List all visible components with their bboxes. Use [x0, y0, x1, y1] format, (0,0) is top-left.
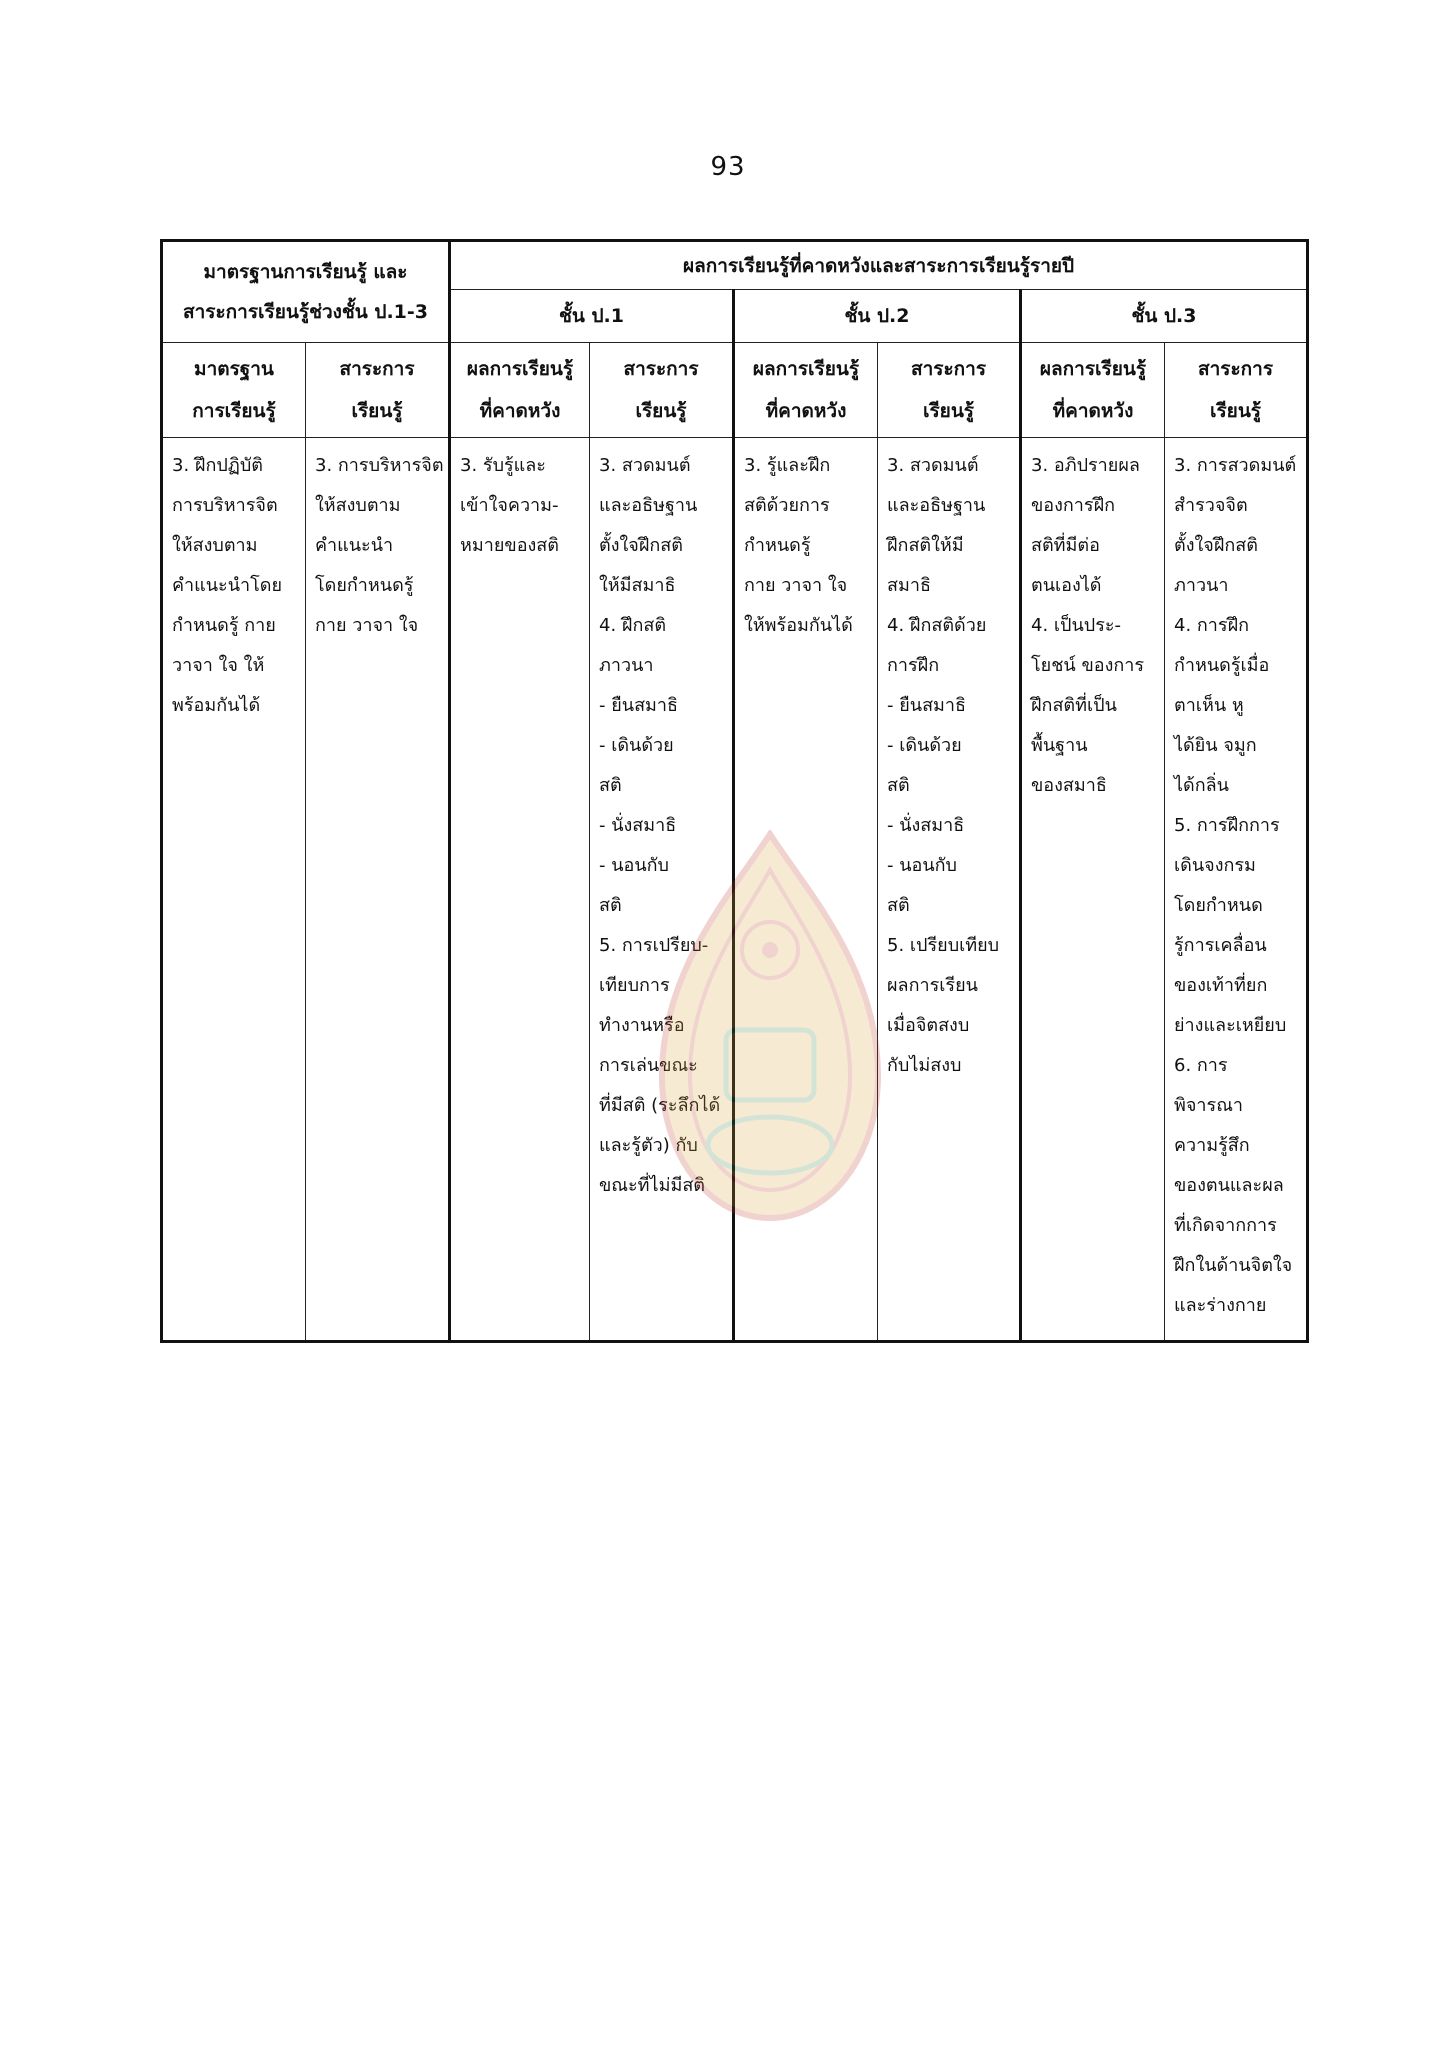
cell-text-line: ให้สงบตาม: [315, 495, 401, 516]
cell-text-line: ของการฝึก: [1031, 495, 1116, 516]
cell-text-line: - นั่งสมาธิ: [599, 815, 677, 836]
cell-text-line: สติ: [599, 775, 622, 796]
col-header-p3-content-line2: เรียนรู้: [1209, 400, 1262, 422]
cell-text-line: - ยืนสมาธิ: [887, 695, 967, 716]
grade-p1-header: ชั้น ป.1: [450, 290, 734, 343]
col-header-p2-outcome-line1: ผลการเรียนรู้: [752, 358, 860, 380]
cell-text-line: พื้นฐาน: [1031, 735, 1088, 756]
cell-p1-content: [590, 438, 734, 1342]
col-header-std-content-line1: สาระการ: [339, 358, 415, 380]
cell-text-line: ได้ยิน จมูก: [1174, 735, 1257, 756]
cell-text-line: โดยกำหนดรู้: [315, 575, 414, 596]
cell-text-line: - นอนกับ: [599, 855, 669, 876]
cell-text-line: ความรู้สึก: [1174, 1135, 1250, 1156]
cell-text-line: เทียบการ: [599, 975, 670, 996]
cell-text-line: การฝึก: [887, 655, 940, 676]
cell-text-line: 5. การฝึกการ: [1174, 815, 1280, 836]
cell-text-line: ขณะที่ไม่มีสติ: [599, 1175, 705, 1196]
col-header-std-content-line2: เรียนรู้: [351, 400, 403, 422]
cell-text-line: 3. รู้และฝึก: [744, 455, 831, 476]
cell-text-line: ที่มีสติ (ระลึกได้: [599, 1095, 721, 1116]
cell-text-line: สติด้วยการ: [744, 495, 830, 516]
cell-text-line: ตนเองได้: [1031, 575, 1102, 596]
grade-p2-header: ชั้น ป.2: [734, 290, 1021, 343]
cell-text-line: กาย วาจา ใจ: [744, 575, 848, 596]
cell-text-line: - นั่งสมาธิ: [887, 815, 965, 836]
cell-text-line: ของเท้าที่ยก: [1174, 975, 1268, 996]
col-header-standard: [162, 343, 306, 438]
col-header-p1-content-line2: เรียนรู้: [635, 400, 687, 422]
grade-p3-header: ชั้น ป.3: [1021, 290, 1308, 343]
cell-text-line: เดินจงกรม: [1174, 855, 1256, 876]
cell-text-line: ที่เกิดจากการ: [1174, 1215, 1277, 1236]
cell-text-line: ทำงานหรือ: [599, 1015, 685, 1036]
cell-text-line: และรู้ตัว) กับ: [599, 1135, 698, 1156]
page-number: 93: [710, 152, 746, 182]
cell-text-line: เข้าใจความ-: [460, 495, 559, 516]
cell-text-line: - เดินด้วย: [599, 735, 674, 756]
col-header-p1-outcome-line1: ผลการเรียนรู้: [466, 358, 574, 380]
cell-text-line: ตาเห็น หู: [1174, 695, 1244, 716]
cell-text-line: ผลการเรียน: [887, 975, 978, 996]
cell-text-line: 3. อภิปรายผล: [1031, 455, 1140, 476]
cell-text-line: เมื่อจิตสงบ: [887, 1015, 970, 1036]
cell-text-line: พร้อมกันได้: [172, 695, 261, 716]
cell-text-line: ตั้งใจฝึกสติ: [599, 535, 683, 556]
cell-text-line: 3. รับรู้และ: [460, 455, 546, 476]
cell-text-line: รู้การเคลื่อน: [1174, 935, 1267, 956]
cell-text-line: โยชน์ ของการ: [1031, 655, 1145, 676]
cell-text-line: 3. การสวดมนต์: [1174, 455, 1297, 476]
cell-standard: [162, 438, 306, 1342]
col-header-standard-line2: การเรียนรู้: [192, 400, 276, 422]
col-header-std-content: [306, 343, 450, 438]
cell-text-line: และอธิษฐาน: [599, 495, 698, 516]
cell-text-line: กาย วาจา ใจ: [315, 615, 419, 636]
cell-text-line: 5. เปรียบเทียบ: [887, 935, 1000, 956]
cell-text-line: ของตนและผล: [1174, 1175, 1284, 1196]
cell-text-line: ตั้งใจฝึกสติ: [1174, 535, 1258, 556]
cell-standard-content: [306, 438, 450, 1342]
cell-text-line: 5. การเปรียบ-: [599, 935, 709, 956]
cell-text-line: การบริหารจิต: [172, 495, 278, 516]
cell-text-line: สมาธิ: [887, 575, 931, 596]
cell-text-line: คำแนะนำ: [315, 535, 394, 556]
col-header-p1-outcome-line2: ที่คาดหวัง: [479, 400, 561, 422]
col-header-p3-outcome-line1: ผลการเรียนรู้: [1039, 358, 1147, 380]
cell-text-line: ภาวนา: [599, 655, 654, 676]
col-header-p3-content: [1165, 343, 1308, 438]
cell-text-line: - ยืนสมาธิ: [599, 695, 679, 716]
cell-text-line: กำหนดรู้: [744, 535, 811, 556]
cell-text-line: สติที่มีต่อ: [1031, 535, 1100, 556]
cell-text-line: - เดินด้วย: [887, 735, 962, 756]
cell-text-line: กับไม่สงบ: [887, 1055, 962, 1076]
cell-text-line: 3. สวดมนต์: [599, 455, 691, 476]
cell-text-line: 3. ฝึกปฏิบัติ: [172, 455, 263, 476]
cell-p2-outcome: [734, 438, 878, 1342]
col-header-p2-outcome: [734, 343, 878, 438]
col-header-p3-content-line1: สาระการ: [1197, 358, 1274, 380]
cell-text-line: โดยกำหนด: [1174, 895, 1263, 916]
cell-text-line: ภาวนา: [1174, 575, 1229, 596]
cell-text-line: ย่างและเหยียบ: [1174, 1015, 1287, 1036]
col-header-p1-content: [590, 343, 734, 438]
cell-text-line: กำหนดรู้เมื่อ: [1174, 655, 1270, 676]
cell-text-line: ให้มีสมาธิ: [599, 575, 676, 596]
cell-text-line: 3. สวดมนต์: [887, 455, 979, 476]
col-header-p2-outcome-line2: ที่คาดหวัง: [765, 400, 847, 422]
cell-text-line: ให้พร้อมกันได้: [744, 615, 853, 636]
col-header-p3-outcome-line2: ที่คาดหวัง: [1052, 400, 1134, 422]
cell-text-line: ของสมาธิ: [1031, 775, 1107, 796]
cell-p3-outcome: [1021, 438, 1165, 1342]
cell-p1-outcome: [450, 438, 590, 1342]
cell-text-line: พิจารณา: [1174, 1095, 1243, 1116]
col-header-p2-content: [878, 343, 1021, 438]
cell-text-line: 3. การบริหารจิต: [315, 455, 444, 476]
cell-text-line: ฝึกสติให้มี: [887, 535, 964, 556]
curriculum-table: [160, 239, 1309, 1343]
cell-p3-content: [1165, 438, 1308, 1342]
cell-text-line: สติ: [887, 775, 910, 796]
cell-text-line: - นอนกับ: [887, 855, 957, 876]
cell-text-line: วาจา ใจ ให้: [172, 655, 265, 676]
cell-text-line: สติ: [887, 895, 910, 916]
cell-text-line: ฝึกในด้านจิตใจ: [1174, 1255, 1293, 1276]
col-header-p1-content-line1: สาระการ: [623, 358, 699, 380]
cell-text-line: สติ: [599, 895, 622, 916]
col-header-p3-outcome: [1021, 343, 1165, 438]
standards-header: [162, 241, 450, 343]
standards-header-line1: มาตรฐานการเรียนรู้ และ: [203, 261, 408, 283]
cell-text-line: 6. การ: [1174, 1055, 1228, 1076]
col-header-p2-content-line2: เรียนรู้: [922, 400, 975, 422]
cell-text-line: หมายของสติ: [460, 535, 559, 556]
col-header-p1-outcome: [450, 343, 590, 438]
cell-text-line: ได้กลิ่น: [1174, 775, 1229, 796]
cell-text-line: สำรวจจิต: [1174, 495, 1248, 516]
cell-p2-content: [878, 438, 1021, 1342]
cell-text-line: ฝึกสติที่เป็น: [1031, 695, 1117, 716]
standards-header-line2: สาระการเรียนรู้ช่วงชั้น ป.1-3: [182, 301, 429, 323]
cell-text-line: 4. เป็นประ-: [1031, 615, 1122, 636]
col-header-p2-content-line1: สาระการ: [910, 358, 987, 380]
cell-text-line: และอธิษฐาน: [887, 495, 986, 516]
cell-text-line: ให้สงบตาม: [172, 535, 258, 556]
yearly-outcomes-header: ผลการเรียนรู้ที่คาดหวังและสาระการเรียนรู้รายปี: [450, 241, 1308, 290]
col-header-standard-line1: มาตรฐาน: [194, 358, 274, 380]
cell-text-line: กำหนดรู้ กาย: [172, 615, 276, 636]
cell-text-line: 4. ฝึกสติ: [599, 615, 667, 636]
cell-text-line: การเล่นขณะ: [599, 1055, 698, 1076]
cell-text-line: และร่างกาย: [1174, 1295, 1267, 1316]
cell-text-line: 4. ฝึกสติด้วย: [887, 615, 987, 636]
cell-text-line: 4. การฝึก: [1174, 615, 1250, 636]
cell-text-line: คำแนะนำโดย: [172, 575, 283, 596]
